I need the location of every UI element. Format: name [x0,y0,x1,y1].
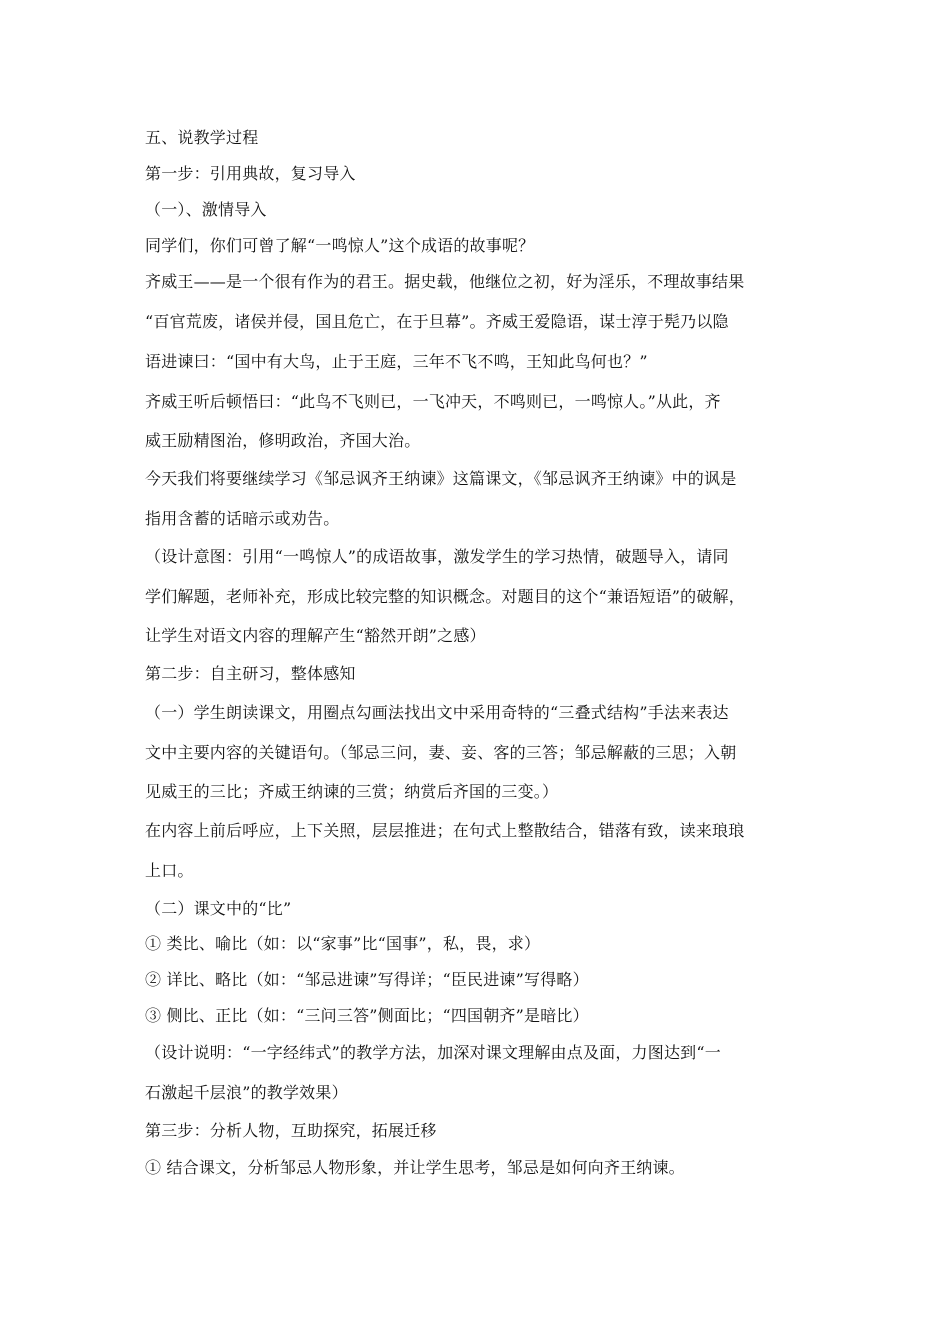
paragraph-line: 学们解题，老师补充，形成比较完整的知识概念。对题目的这个“兼语短语”的破解， [145,587,745,606]
subsection-heading: （一）、激情导入 [145,200,267,219]
paragraph-line: 齐威王听后顿悟曰：“此鸟不飞则已，一飞冲天，不鸣则已，一鸣惊人。”从此，齐 [145,392,721,411]
list-item: ② 详比、略比（如：“邹忌进谏”写得详；“臣民进谏”写得略） [145,970,589,989]
paragraph-line: （设计意图：引用“一鸣惊人”的成语故事，激发学生的学习热情，破题导入，请同 [145,547,729,566]
paragraph-line: 今天我们将要继续学习《邹忌讽齐王纳谏》这篇课文，《邹忌讽齐王纳谏》中的讽是 [145,469,737,488]
list-item: ① 类比、喻比（如：以“家事”比“国事”，私，畏，求） [145,934,541,953]
paragraph-line: （一）学生朗读课文，用圈点勾画法找出文中采用奇特的“三叠式结构”手法来表达 [145,703,729,722]
subsection-heading: （二）课文中的“比” [145,899,292,918]
paragraph-line: 让学生对语文内容的理解产生“豁然开朗”之感） [145,626,486,645]
step-heading: 第一步：引用典故，复习导入 [145,164,356,183]
step-heading: 第三步：分析人物，互助探究，拓展迁移 [145,1121,437,1140]
list-item: ③ 侧比、正比（如：“三问三答”侧面比；“四国朝齐”是暗比） [145,1006,589,1025]
paragraph-line: 石激起千层浪”的教学效果） [145,1083,348,1102]
paragraph-line: 同学们，你们可曾了解“一鸣惊人”这个成语的故事呢？ [145,236,535,255]
section-heading: 五、说教学过程 [145,128,259,147]
paragraph-line: 在内容上前后呼应，上下关照，层层推进；在句式上整散结合，错落有致，读来琅琅 [145,821,745,840]
paragraph-line: 指用含蓄的话暗示或劝告。 [145,509,340,528]
paragraph-line: （设计说明：“一字经纬式”的教学方法，加深对课文理解由点及面，力图达到“一 [145,1043,721,1062]
list-item: ① 结合课文，分析邹忌人物形象，并让学生思考，邹忌是如何向齐王纳谏。 [145,1158,685,1177]
paragraph-line: 语进谏曰：“国中有大鸟，止于王庭，三年不飞不鸣，王知此鸟何也？” [145,352,648,371]
paragraph-line: “百官荒废，诸侯并侵，国且危亡，在于旦幕”。齐威王爱隐语，谋士淳于髡乃以隐 [145,312,729,331]
paragraph-line: 文中主要内容的关键语句。（邹忌三问，妻、妾、客的三答；邹忌解蔽的三思；入朝 [145,743,737,762]
paragraph-line: 威王励精图治，修明政治，齐国大治。 [145,431,421,450]
paragraph-line: 上口。 [145,861,194,880]
paragraph-line: 齐威王——是一个很有作为的君王。据史载，他继位之初，好为淫乐，不理故事结果 [145,272,745,291]
paragraph-line: 见威王的三比；齐威王纳谏的三赏；纳赏后齐国的三变。） [145,782,559,801]
step-heading: 第二步：自主研习，整体感知 [145,664,356,683]
